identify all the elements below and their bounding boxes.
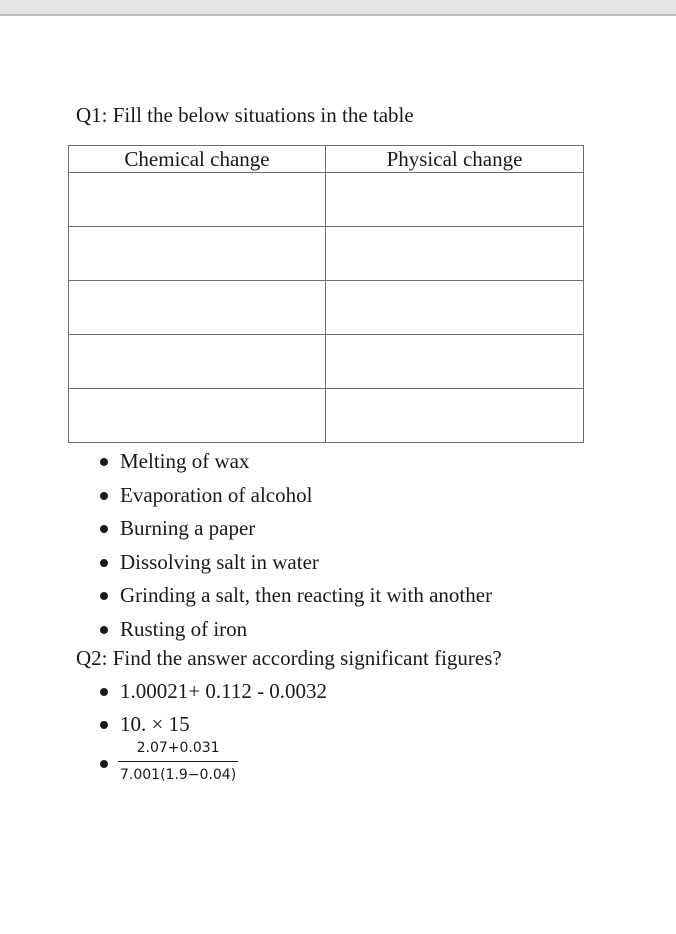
- bullet-icon: [100, 559, 108, 567]
- situation-text: Burning a paper: [120, 516, 256, 540]
- list-item: [100, 613, 492, 647]
- table-row: [69, 173, 584, 227]
- bullet-icon: [100, 626, 108, 634]
- list-item: [100, 579, 492, 613]
- table-cell: [326, 281, 584, 335]
- list-item: [100, 445, 492, 479]
- table-header-row: [69, 146, 584, 173]
- situation-text: Grinding a salt, then reacting it with another: [120, 583, 493, 607]
- situation-text: Melting of wax: [120, 449, 250, 473]
- bullet-icon: [100, 688, 108, 696]
- table-row: [69, 227, 584, 281]
- situation-text: Evaporation of alcohol: [120, 482, 313, 507]
- situation-text: Rusting of iron: [120, 616, 248, 641]
- question-1-title: Q1: Fill the below situations in the table: [76, 103, 414, 127]
- bullet-icon: [100, 525, 108, 533]
- situations-list: [100, 445, 492, 646]
- fraction-expression: [118, 738, 238, 785]
- table-cell: [326, 335, 584, 389]
- table-cell: [326, 173, 584, 227]
- question-2-title: Q2: Find the answer according significant figures?: [76, 646, 502, 670]
- bullet-icon: [100, 492, 108, 500]
- situations-table: [68, 145, 584, 443]
- situation-text: Dissolving salt in water: [120, 549, 319, 574]
- list-item: [100, 512, 492, 546]
- calculation-text: 1.00021+ 0.112 - 0.0032: [120, 679, 328, 703]
- list-item: [100, 675, 327, 708]
- table-row: [69, 281, 584, 335]
- bullet-icon: [100, 760, 108, 768]
- table-cell: [69, 173, 326, 227]
- fraction-numerator: 2.07+0.031: [136, 740, 220, 756]
- column-header-physical-change: Physical change: [326, 146, 584, 173]
- list-item: [100, 708, 327, 741]
- list-item: [100, 479, 492, 513]
- table-row: [69, 335, 584, 389]
- column-header-chemical-change: Chemical change: [69, 146, 326, 173]
- fraction-list-item: [100, 738, 300, 788]
- bullet-icon: [100, 721, 108, 729]
- top-toolbar-strip: [0, 0, 676, 16]
- table-row: [69, 389, 584, 443]
- table-cell: [326, 389, 584, 443]
- table-cell: [69, 227, 326, 281]
- table-cell: [69, 281, 326, 335]
- table-cell: [69, 389, 326, 443]
- bullet-icon: [100, 458, 108, 466]
- fraction-denominator: 7.001(1.9−0.04): [118, 761, 238, 785]
- calculation-text: 10. × 15: [120, 712, 190, 736]
- list-item: [100, 546, 492, 580]
- table-cell: [69, 335, 326, 389]
- bullet-icon: [100, 592, 108, 600]
- calculations-list: [100, 675, 327, 741]
- table-cell: [326, 227, 584, 281]
